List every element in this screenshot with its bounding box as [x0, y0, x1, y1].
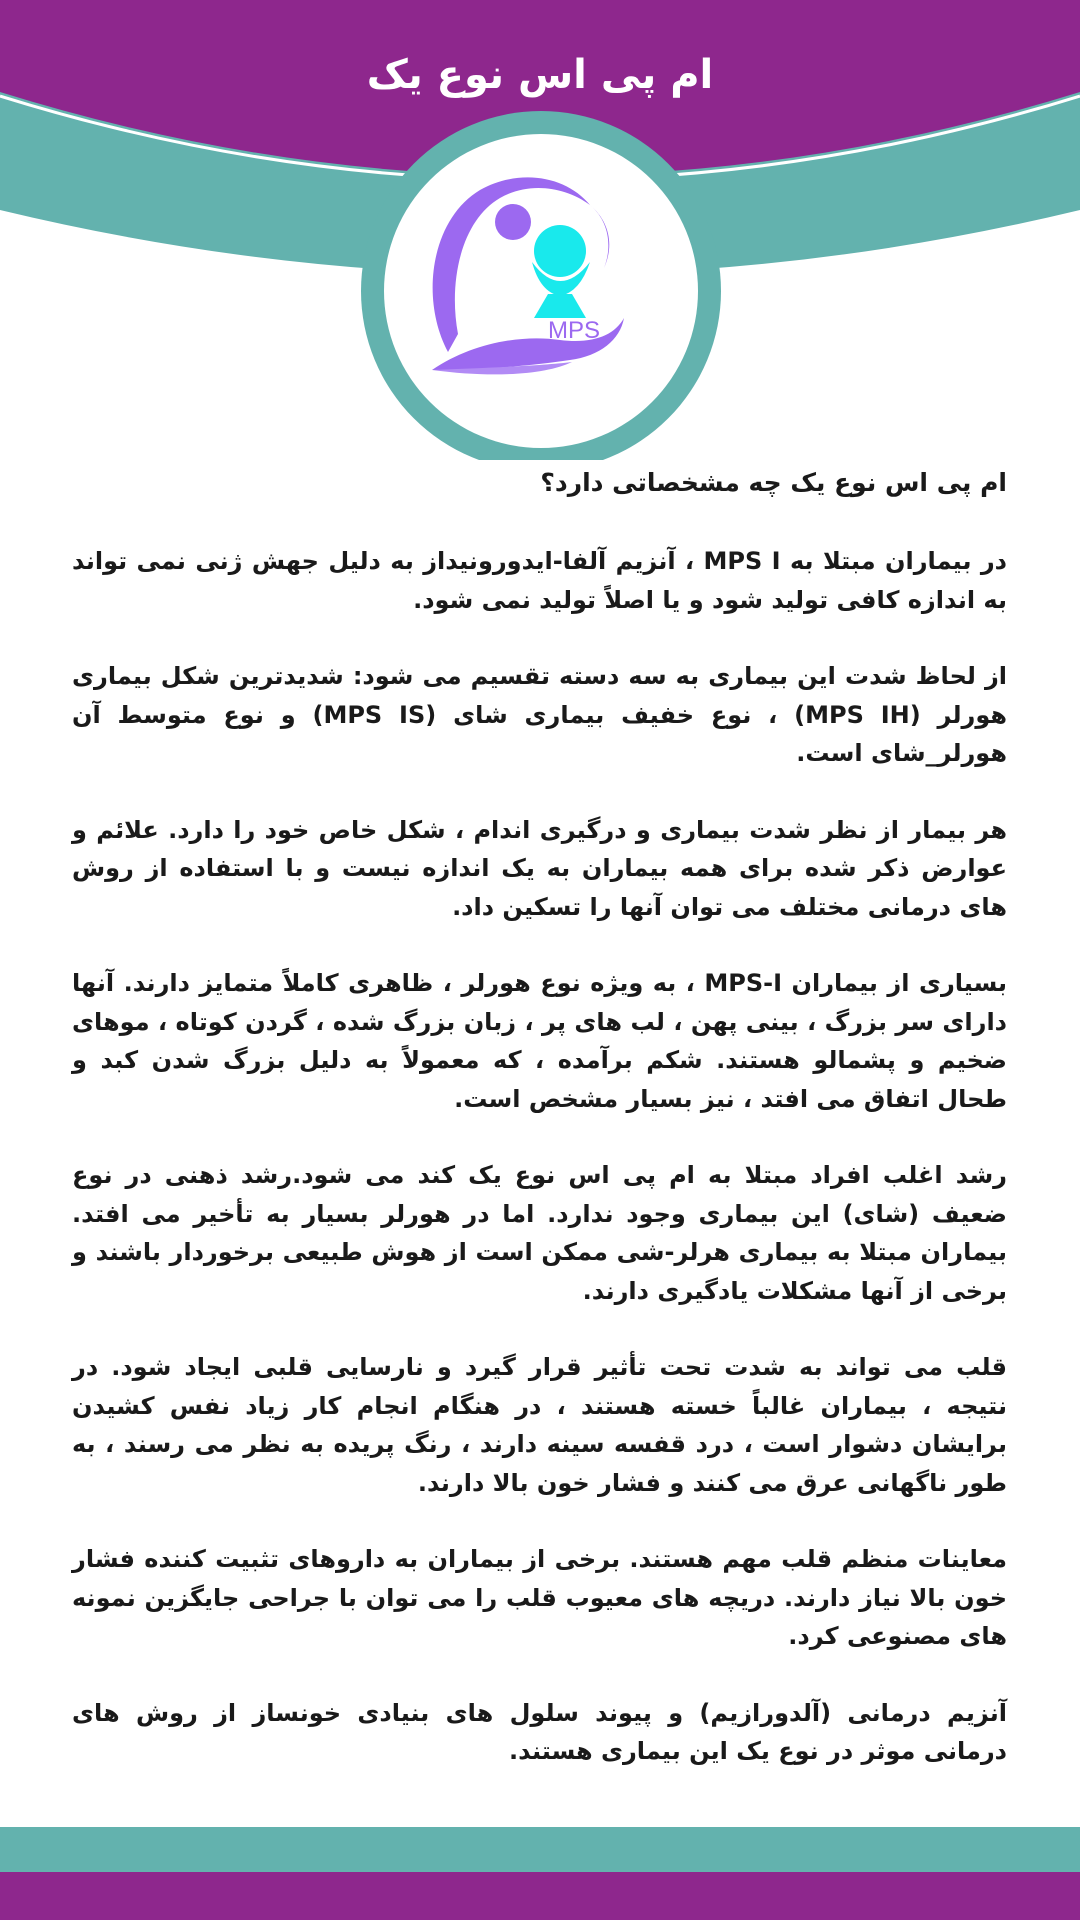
- page-title: ام پی اس نوع یک: [366, 52, 714, 98]
- paragraph-enzyme: در بیماران مبتلا به MPS I ، آنزیم آلفا-ایدورونیداز به دلیل جهش ژنی نمی تواند به اندازه کافی تولید شود و یا اصلاً تولید نمی شود.: [72, 547, 1008, 614]
- paragraph-exams: معاینات منظم قلب مهم هستند. برخی از بیماران به داروهای تثبیت کننده فشار خون بالا نیاز دارند. دریچه های معیوب قلب را می توان با جراحی جایگزین نمونه های مصنوعی کرد.: [72, 1545, 1007, 1650]
- paragraph-appearance: بسیاری از بیماران MPS-I ، به ویژه نوع هورلر ، ظاهری کاملاً متمایز دارند. آنها دارای سر بزرگ ، بینی پهن ، لب های پر ، زبان بزرگ شده ، گردن کوتاه ، موهای ضخیم و پشمالو هستند. شکم برآمده ، که معمولاً به دلیل بزرگ شدن کبد و طحال اتفاق می افتد ، نیز بسیار مشخص است.: [72, 969, 1008, 1113]
- paragraph-growth: رشد اغلب افراد مبتلا به ام پی اس نوع یک کند می شود.رشد ذهنی در نوع ضعیف (شای) این بیماری وجود ندارد. اما در هورلر بسیار به تأخیر می افتد. بیماران مبتلا به بیماری هرلر-شی ممکن است از هوش طبیعی برخوردار باشند و برخی از آنها مشکلات یادگیری دارند.: [72, 1161, 1007, 1305]
- paragraph-heart: قلب می تواند به شدت تحت تأثیر قرار گیرد و نارسایی قلبی ایجاد شود. در نتیجه ، بیماران غالباً خسته هستند ، در هنگام انجام کار زیاد نفس کشیدن برایشان دشوار است ، درد قفسه سینه دارند ، رنگ پریده به نظر می رسند ، به طور ناگهانی عرق می کنند و فشار خون بالا دارند.: [72, 1353, 1007, 1497]
- paragraph-treatment: آنزیم درمانی (آلدورازیم) و پیوند سلول های بنیادی خونساز از روش های درمانی موثر در نوع یک این بیماری هستند.: [72, 1698, 1007, 1765]
- footer-teal-band: [0, 1827, 1080, 1872]
- footer-purple-band: [0, 1872, 1080, 1920]
- logo-text: MPS: [547, 317, 601, 344]
- article-body: [72, 462, 1007, 1809]
- article-heading: ام پی اس نوع یک چه مشخصاتی دارد؟: [540, 468, 1007, 497]
- paragraph-symptoms: هر بیمار از نظر شدت بیماری و درگیری اندام ، شکل خاص خود را دارد. علائم و عوارض ذکر شده برای همه بیماران به یک اندازه نیست و با استفاده از روش های درمانی مختلف می توان آنها را تسکین داد.: [72, 815, 1007, 921]
- paragraph-severity: از لحاظ شدت این بیماری به سه دسته تقسیم می شود: شدیدترین شکل بیماری هورلر (MPS IH) ، نوع خفیف بیماری شای (MPS IS) و نوع متوسط آن هورلر_شای است.: [72, 662, 1008, 767]
